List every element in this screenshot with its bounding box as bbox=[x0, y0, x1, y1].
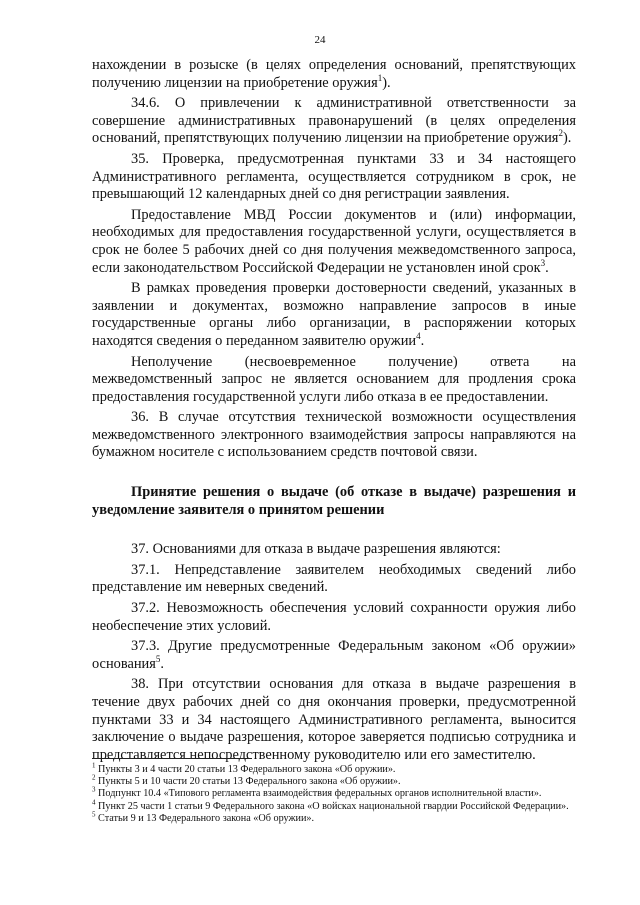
paragraph-37-2: 37.2. Невозможность обеспечения условий сохранности оружия либо необеспечение этих условий. bbox=[92, 600, 576, 634]
footnotes bbox=[92, 761, 576, 825]
paragraph-37-1: 37.1. Непредставление заявителем необходимых сведений либо представление им неверных сведений. bbox=[92, 561, 576, 596]
paragraph-37-3: 37.3. Другие предусмотренные Федеральным законом «Об оружии» основания$^5$. bbox=[92, 638, 576, 672]
document-body bbox=[92, 57, 576, 767]
paragraph-38: 38. При отсутствии основания для отказа в выдаче разрешения в течение двух рабочих дней со дня окончания проверки, предусмотренной пунктами 33 и 34 настоящего Административного регламента, выносится заключение о выдаче разрешения, которое заверяется подписью сотрудника и представляется непосредственному руководителю или его заместителю. bbox=[92, 676, 576, 763]
paragraph-no-response: Неполучение (несвоевременное получение) ответа на межведомственный запрос не является основанием для продления срока предоставления государственной услуги либо отказа в ее предоставлении. bbox=[92, 353, 576, 405]
paragraph-group-2 bbox=[92, 541, 576, 764]
footnote-4: $^4$ Пункт 25 части 1 статьи 9 Федерального закона «О войсках национальной гвардии Российской Федерации». bbox=[92, 798, 569, 812]
paragraph-36: 36. В случае отсутствия технической возможности осуществления межведомственного электронного взаимодействия запросы направляются на бумажном носителе с использованием средств почтовой связи. bbox=[92, 409, 576, 461]
paragraph-34-6: 34.6. О привлечении к административной ответственности за совершение административных правонарушений (в целях определения оснований, препятствующих получению лицензии на приобретение оружия$^2$). bbox=[92, 95, 576, 147]
paragraph-group-1 bbox=[92, 57, 576, 462]
footnote-ref-1[interactable]: 1 bbox=[377, 72, 383, 83]
footnote-ref-4[interactable]: 4 bbox=[416, 331, 421, 342]
footnote-1: $^1$ Пункты 3 и 4 части 20 статьи 13 Федерального закона «Об оружии». bbox=[92, 761, 396, 775]
footnote-3: $^3$ Подпункт 10.4 «Типового регламента взаимодействия федеральных органов исполнительной власти». bbox=[92, 786, 542, 800]
footnote-divider bbox=[92, 758, 252, 759]
footnote-ref-2[interactable]: 2 bbox=[558, 128, 563, 139]
paragraph-35: 35. Проверка, предусмотренная пунктами 33 и 34 настоящего Административного регламента, осуществляется сотрудником в срок, не превышающий 12 календарных дней со дня регистрации заявления. bbox=[92, 150, 576, 203]
paragraph-mvd-info: Предоставление МВД России документов и (или) информации, необходимых для предоставления государственной услуги, осуществляется в срок не более 5 рабочих дней со дня получения межведомственного запроса, если законодательством Российской Федерации не установлен иной срок$^3$. bbox=[92, 206, 576, 276]
footnote-ref-3[interactable]: 3 bbox=[540, 257, 546, 268]
footnote-2: $^2$ Пункты 5 и 10 части 20 статьи 13 Федерального закона «Об оружии». bbox=[92, 773, 401, 788]
paragraph-0: нахождении в розыске (в целях определения оснований, препятствующих получению лицензии на приобретение оружия$^1$). bbox=[92, 57, 576, 91]
paragraph-37: 37. Основаниями для отказа в выдаче разрешения являются: bbox=[131, 541, 501, 558]
section-heading: Принятие решения о выдаче (об отказе в выдаче) разрешения и уведомление заявителя о принятом решении bbox=[92, 484, 576, 518]
footnote-ref-5[interactable]: 5 bbox=[155, 654, 161, 665]
footnote-5: $^5$ Статьи 9 и 13 Федерального закона «Об оружии». bbox=[92, 810, 315, 824]
paragraph-verification: В рамках проведения проверки достоверности сведений, указанных в заявлении и документах, возможно направление запросов в иные государственные органы либо организации, в распоряжении которых находятся сведения о переданном заявителю оружии$^4$. bbox=[92, 280, 576, 349]
page-number: 24 bbox=[314, 34, 326, 46]
